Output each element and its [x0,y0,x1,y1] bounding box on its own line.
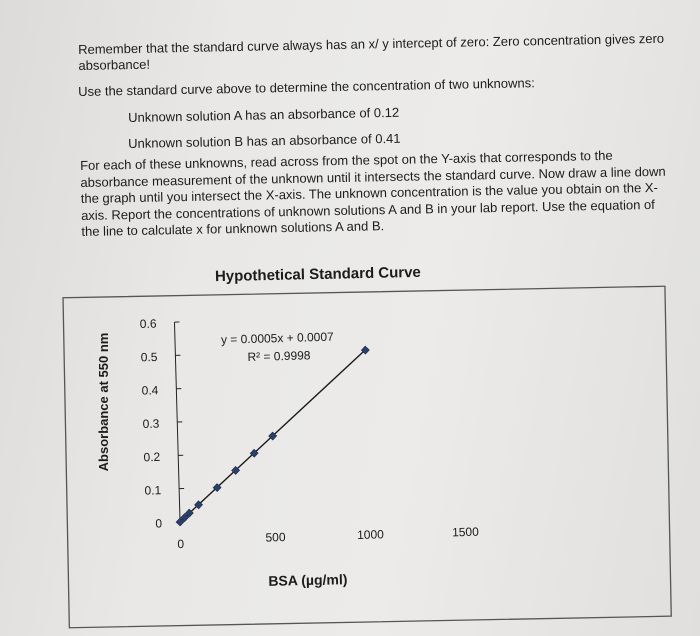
x-tick-label: 0 [177,536,185,552]
y-tick-label: 0 [155,516,163,531]
y-tick-label: 0.2 [143,449,161,465]
unknown-a-line: Unknown solution A has an absorbance of 0.12 [128,104,400,125]
y-tick-label: 0.6 [139,316,157,332]
x-tick-label: 1000 [356,527,385,543]
instruction-paragraph-3: For each of these unknowns, read across from the spot on the Y-axis that corresponds to the absorbance measurement of the unknown until it intersects the standard curve. Now draw a line down the graph until you intersect the X-axis. The unknown concentration is the value you obtain on the X-axis. Report the concentrations of unknown solutions A and B in your lab report. Use the equation of the line to calculate x for unknown solutions A and B. [80,147,666,239]
plot-area [140,308,480,552]
x-axis-label: BSA (µg/ml) [268,571,348,589]
y-axis-label: Absorbance at 550 nm [96,332,111,472]
x-tick-label: 500 [265,530,286,545]
trendline-r-squared: R² = 0.9998 [247,348,311,365]
y-tick-label: 0.4 [141,383,159,398]
instruction-paragraph-2: Use the standard curve above to determine the concentration of two unknowns: [78,75,535,99]
x-tick-label: 1500 [451,524,479,540]
y-tick-label: 0.5 [140,349,158,365]
instruction-paragraph-1: Remember that the standard curve always has an x/ y intercept of zero: Zero concentration gives zero absorbance! [78,30,665,73]
y-tick-label: 0.1 [144,483,162,498]
trendline-equation: y = 0.0005x + 0.0007 [220,329,334,347]
unknown-b-line: Unknown solution B has an absorbance of 0.41 [128,130,401,151]
chart-title: Hypothetical Standard Curve [214,263,422,286]
y-tick-label: 0.3 [142,416,160,432]
